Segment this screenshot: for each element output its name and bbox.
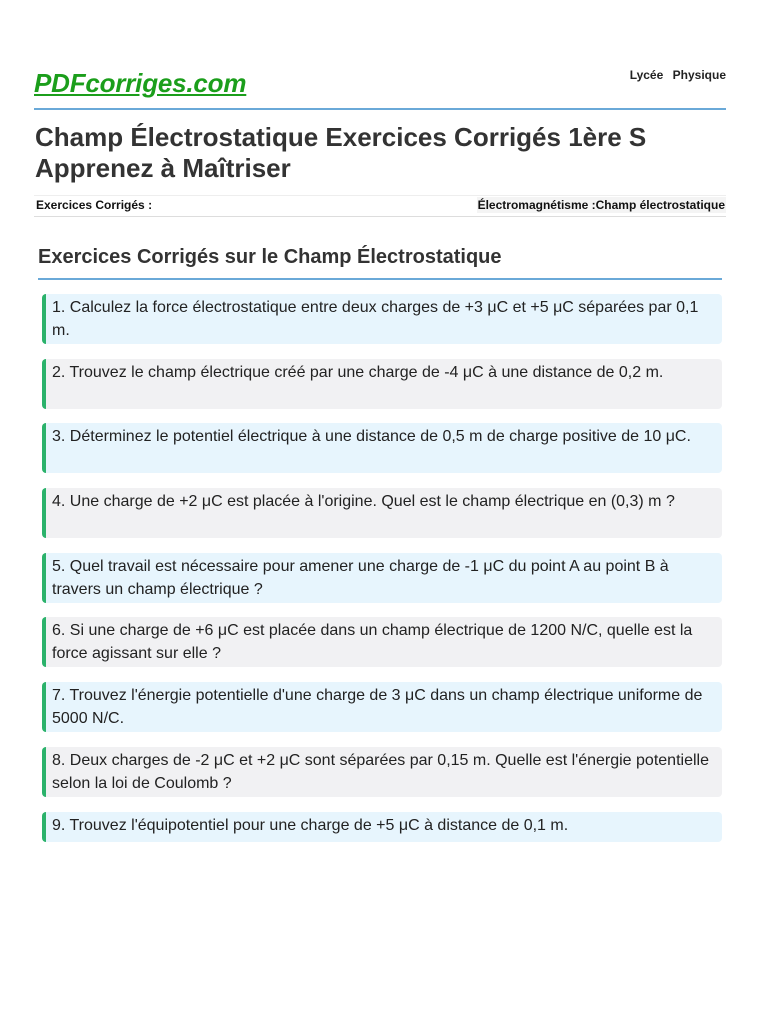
section-title: Exercices Corrigés sur le Champ Électrostatique [38,246,722,280]
tag-physique[interactable]: Physique [672,68,726,82]
meta-category-label: Exercices Corrigés : [36,198,153,212]
exercise-item-3: 3. Déterminez le potentiel électrique à une distance de 0,5 m de charge positive de 10 μC. [42,423,722,473]
category-tags [624,68,726,82]
exercise-item-9: 9. Trouvez l'équipotentiel pour une charge de +5 μC à distance de 0,1 m. [42,812,722,842]
exercise-list [42,294,722,856]
site-header [34,64,726,110]
meta-bar [34,195,726,217]
site-logo-link[interactable]: PDFcorriges.com [34,68,247,98]
exercise-item-4: 4. Une charge de +2 μC est placée à l'origine. Quel est le champ électrique en (0,3) m ? [42,488,722,538]
exercise-item-7: 7. Trouvez l'énergie potentielle d'une charge de 3 μC dans un champ électrique uniforme de 5000 N/C. [42,682,722,732]
page-title [35,122,735,184]
tag-lycee[interactable]: Lycée [629,68,664,82]
meta-topic-link[interactable]: Électromagnétisme :Champ électrostatique [477,198,725,212]
page-title-line-2: Apprenez à Maîtriser [35,153,291,183]
exercise-item-8: 8. Deux charges de -2 μC et +2 μC sont séparées par 0,15 m. Quelle est l'énergie potentielle selon la loi de Coulomb ? [42,747,722,797]
page-title-line-1: Champ Électrostatique Exercices Corrigés 1ère S [35,122,647,152]
exercise-item-2: 2. Trouvez le champ électrique créé par une charge de -4 μC à une distance de 0,2 m. [42,359,722,409]
exercise-item-6: 6. Si une charge de +6 μC est placée dans un champ électrique de 1200 N/C, quelle est la force agissant sur elle ? [42,617,722,667]
exercise-item-5: 5. Quel travail est nécessaire pour amener une charge de -1 μC du point A au point B à travers un champ électrique ? [42,553,722,603]
exercise-item-1: 1. Calculez la force électrostatique entre deux charges de +3 μC et +5 μC séparées par 0,1 m. [42,294,722,344]
